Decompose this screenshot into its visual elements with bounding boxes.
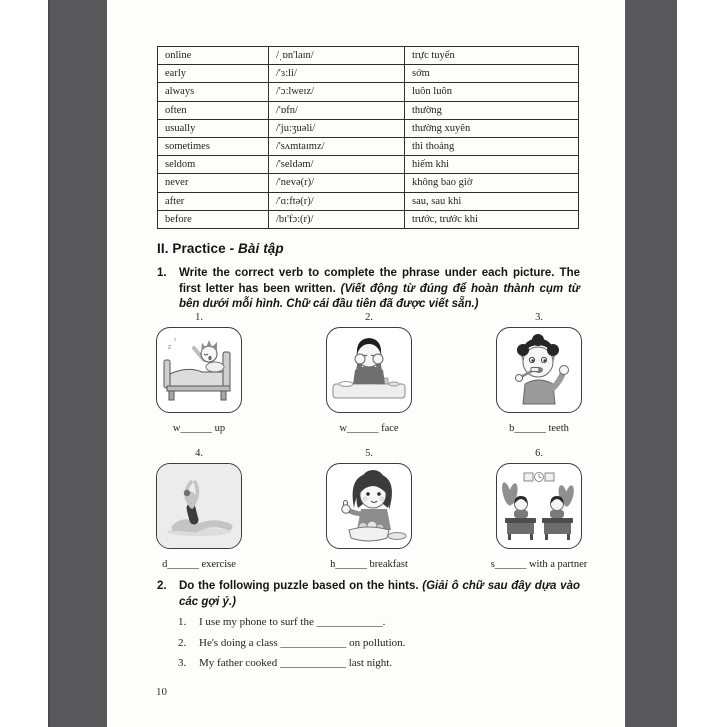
meaning-cell: thường xuyên <box>405 119 579 137</box>
study-with-partner-illustration <box>497 464 581 548</box>
exercise2-text <box>179 579 580 610</box>
word-cell: online <box>158 47 269 65</box>
exercise2-text-vi: (Giải ô chữ sau đây dựa vào các gợi ý.) <box>179 580 580 608</box>
meaning-cell: trước, trước khi <box>405 210 579 228</box>
word-cell: usually <box>158 119 269 137</box>
meaning-cell: không bao giờ <box>405 174 579 192</box>
picture-frame <box>326 327 412 413</box>
section-heading-en: II. Practice - <box>157 241 239 256</box>
exercise1-text <box>179 266 580 313</box>
vocab-row <box>158 119 579 137</box>
hint-number: 2. <box>178 636 187 649</box>
vocab-row <box>158 83 579 101</box>
ipa-cell: /bɪ'fɔ:(r)/ <box>269 210 405 228</box>
meaning-cell: thường <box>405 101 579 119</box>
word-cell: before <box>158 210 269 228</box>
picture-caption: w______ up <box>172 423 226 434</box>
meaning-cell: sớm <box>405 65 579 83</box>
ipa-cell: /'ju:ʒuəli/ <box>269 119 405 137</box>
meaning-cell: thi thoảng <box>405 137 579 155</box>
vocab-row <box>158 156 579 174</box>
vocab-row <box>158 174 579 192</box>
word-cell: sometimes <box>158 137 269 155</box>
hint-item <box>178 616 578 628</box>
picture-cell-2 <box>326 311 412 435</box>
meaning-cell: sau, sau khi <box>405 192 579 210</box>
picture-caption: b______ teeth <box>509 423 569 434</box>
hint-number: 1. <box>178 616 187 628</box>
meaning-cell: hiếm khi <box>405 156 579 174</box>
hint-text: He's doing a class ____________ on pollution. <box>199 636 406 649</box>
vocab-row <box>158 101 579 119</box>
word-cell: never <box>158 174 269 192</box>
vocab-row <box>158 47 579 65</box>
hint-number: 3. <box>178 657 187 669</box>
picture-cell-4 <box>156 447 242 571</box>
ipa-cell: /'ɒfn/ <box>269 101 405 119</box>
svg-text:z: z <box>168 342 172 351</box>
have-breakfast-illustration <box>327 464 411 548</box>
exercise2-instruction <box>157 579 580 610</box>
vocab-row <box>158 65 579 83</box>
vocab-row <box>158 210 579 228</box>
picture-cell-1 <box>156 311 242 435</box>
practice-section-heading <box>157 241 284 256</box>
brush-teeth-illustration <box>497 328 581 412</box>
picture-number: 1. <box>195 312 203 323</box>
picture-number: 5. <box>365 448 373 459</box>
exercise2-number: 2. <box>157 580 167 592</box>
exercise1-text-en: Write the correct verb to complete the phrase under each picture. The first letter has been written. <box>179 267 580 295</box>
picture-caption: d______ exercise <box>162 559 236 570</box>
picture-cell-6 <box>490 447 588 571</box>
meaning-cell: trực tuyến <box>405 47 579 65</box>
exercise1-instruction <box>157 266 580 313</box>
picture-caption: w______ face <box>339 423 399 434</box>
picture-frame <box>326 463 412 549</box>
ipa-cell: /'ɑ:ftə(r)/ <box>269 192 405 210</box>
exercise1-text-vi: (Viết động từ đúng để hoàn thành cụm từ bên dưới mỗi hình. Chữ cái đầu tiên đã được viết sẵn.) <box>179 282 580 311</box>
vocabulary-table <box>157 46 579 229</box>
exercise1-number: 1. <box>157 267 167 279</box>
ipa-cell: /'seldəm/ <box>269 156 405 174</box>
picture-number: 2. <box>365 312 373 323</box>
do-exercise-illustration <box>157 464 241 548</box>
word-cell: early <box>158 65 269 83</box>
picture-frame <box>496 327 582 413</box>
word-cell: always <box>158 83 269 101</box>
svg-text:z: z <box>174 337 177 343</box>
hint-text: My father cooked ____________ last night. <box>199 657 393 669</box>
hint-list <box>178 616 578 678</box>
hint-item <box>178 657 578 669</box>
section-heading-vi: Bài tập <box>238 241 284 256</box>
ipa-cell: /ˌɒn'laɪn/ <box>269 47 405 65</box>
exercise2-text-en: Do the following puzzle based on the hints. <box>179 580 423 592</box>
picture-frame <box>156 463 242 549</box>
word-cell: often <box>158 101 269 119</box>
page-number: 10 <box>156 686 167 698</box>
meaning-cell: luôn luôn <box>405 83 579 101</box>
word-cell: after <box>158 192 269 210</box>
picture-caption: s______ with a partner <box>490 559 588 570</box>
wash-face-illustration <box>327 328 411 412</box>
vocab-row <box>158 137 579 155</box>
picture-number: 4. <box>195 448 203 459</box>
ipa-cell: /'sʌmtaɪmz/ <box>269 137 405 155</box>
gray-backdrop-right <box>625 0 677 727</box>
picture-frame <box>496 463 582 549</box>
vocab-row <box>158 192 579 210</box>
ipa-cell: /'nevə(r)/ <box>269 174 405 192</box>
picture-frame <box>156 327 242 413</box>
picture-grid <box>156 311 586 571</box>
wake-up-illustration <box>157 328 241 412</box>
picture-number: 6. <box>535 448 543 459</box>
picture-number: 3. <box>535 312 543 323</box>
hint-item <box>178 637 578 649</box>
picture-cell-5 <box>326 447 412 571</box>
ipa-cell: /'ɜ:li/ <box>269 65 405 83</box>
word-cell: seldom <box>158 156 269 174</box>
hint-text: I use my phone to surf the ____________. <box>199 616 386 628</box>
ipa-cell: /'ɔ:lweɪz/ <box>269 83 405 101</box>
picture-caption: h______ breakfast <box>330 559 408 570</box>
picture-cell-3 <box>496 311 582 435</box>
gray-backdrop-left <box>48 0 109 727</box>
